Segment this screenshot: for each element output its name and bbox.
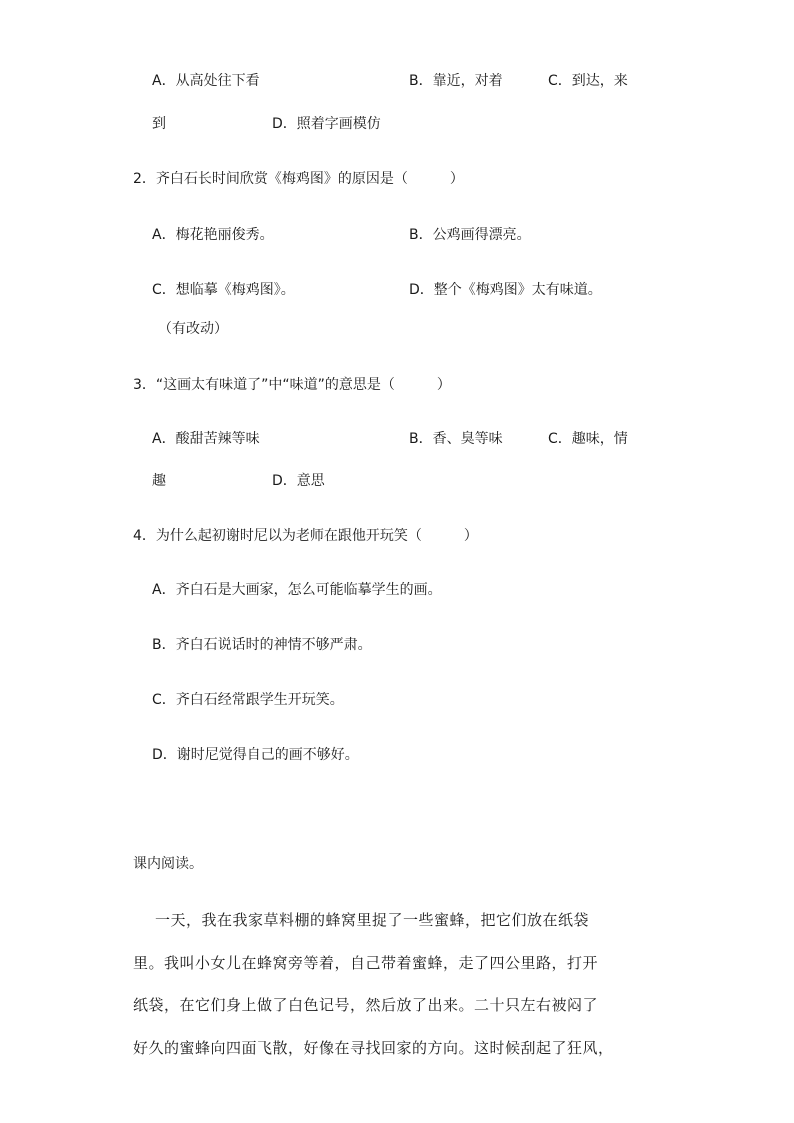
q3-option-c: C．趣味，情 <box>548 431 628 447</box>
q2-note: （有改动） <box>158 321 228 337</box>
q2-option-d: D．整个《梅鸡图》太有味道。 <box>409 282 602 298</box>
q3-option-c-continued: 趣 <box>152 473 166 489</box>
q4-question: 4．为什么起初谢时尼以为老师在跟他开玩笑（ ） <box>133 528 478 544</box>
reading-line: 好久的蜜蜂向四面飞散，好像在寻找回家的方向。这时候刮起了狂风， <box>133 1039 614 1057</box>
q1-option-d: D．照着字画模仿 <box>272 116 381 132</box>
q2-option-b: B．公鸡画得漂亮。 <box>409 227 531 243</box>
reading-line: 一天，我在我家草料棚的蜂窝里捉了一些蜜蜂，把它们放在纸袋 <box>155 911 590 929</box>
q3-option-b: B．香、臭等味 <box>409 431 503 447</box>
q1-option-c: C．到达，来 <box>548 73 628 89</box>
reading-line: 纸袋，在它们身上做了白色记号，然后放了出来。二十只左右被闷了 <box>133 996 599 1014</box>
q4-option-b: B．齐白石说话时的神情不够严肃。 <box>152 637 372 653</box>
q4-option-d: D．谢时尼觉得自己的画不够好。 <box>152 747 359 763</box>
q2-question: 2．齐白石长时间欣赏《梅鸡图》的原因是（ ） <box>133 171 464 187</box>
q3-question: 3．“这画太有味道了”中“味道”的意思是（ ） <box>133 377 451 393</box>
q1-option-c-continued: 到 <box>152 116 166 132</box>
reading-line: 里。我叫小女儿在蜂窝旁等着，自己带着蜜蜂，走了四公里路，打开 <box>133 954 599 972</box>
q4-option-c: C．齐白石经常跟学生开玩笑。 <box>152 692 344 708</box>
q1-option-b: B．靠近，对着 <box>409 73 503 89</box>
q2-option-a: A．梅花艳丽俊秀。 <box>152 227 274 243</box>
q1-option-a: A．从高处往下看 <box>152 73 260 89</box>
q3-option-d: D．意思 <box>272 473 325 489</box>
q4-option-a: A．齐白石是大画家，怎么可能临摹学生的画。 <box>152 582 442 598</box>
q2-option-c: C．想临摹《梅鸡图》。 <box>152 282 295 298</box>
q3-option-a: A．酸甜苦辣等味 <box>152 431 260 447</box>
reading-heading: 课内阅读。 <box>133 856 203 872</box>
